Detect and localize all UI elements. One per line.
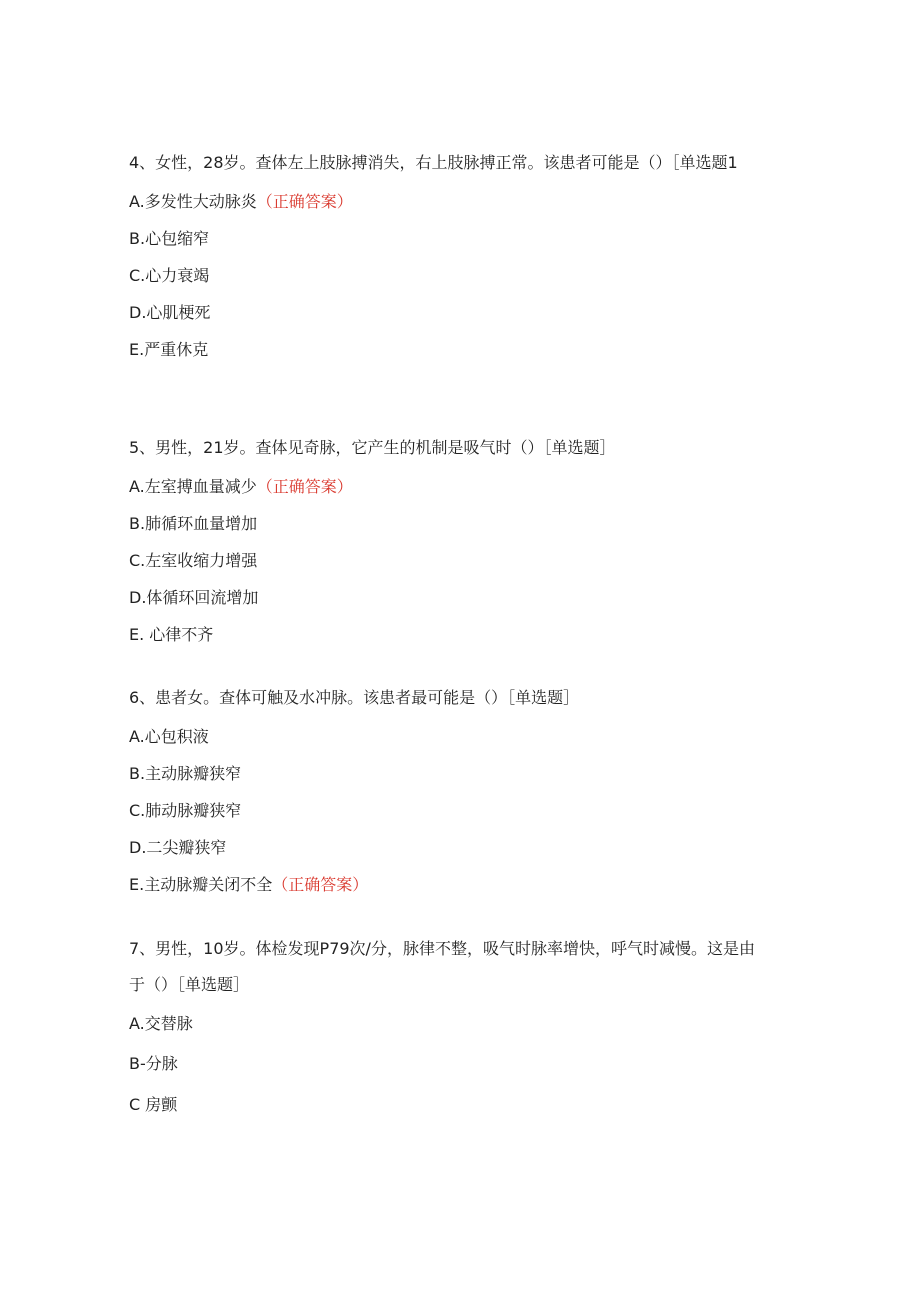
question-5	[129, 430, 769, 653]
option-d	[129, 829, 769, 866]
option-text: D.体循环回流增加	[129, 588, 259, 607]
option-a	[129, 183, 769, 220]
option-d	[129, 294, 769, 331]
option-text: C.心力衰竭	[129, 266, 210, 285]
correct-answer-mark: （正确答案）	[256, 192, 353, 211]
option-e	[129, 866, 769, 903]
option-text: A.左室搏血量减少	[129, 477, 257, 496]
option-text: E.主动脉瓣关闭不全	[129, 875, 273, 894]
option-a	[129, 718, 769, 755]
option-text: B.心包缩窄	[129, 229, 210, 248]
question-stem: 7、男性，10岁。体检发现P79次/分，脉律不整，吸气时脉率增快，呼气时减慢。这是由于（）［单选题］	[129, 939, 755, 994]
option-text: C.肺动脉瓣狭窄	[129, 801, 242, 820]
option-text: A.心包积液	[129, 727, 209, 746]
question-6	[129, 680, 769, 903]
option-c	[129, 1086, 769, 1123]
option-text: B.肺循环血量增加	[129, 514, 258, 533]
option-b	[129, 755, 769, 792]
option-text: E.严重休克	[129, 340, 209, 359]
option-text: D.二尖瓣狭窄	[129, 838, 227, 857]
option-text: B-分脉	[129, 1054, 178, 1073]
option-b	[129, 505, 769, 542]
correct-answer-mark: （正确答案）	[256, 477, 353, 496]
option-e	[129, 331, 769, 368]
question-stem: 4、女性，28岁。查体左上肢脉搏消失，右上肢脉搏正常。该患者可能是（）［单选题1	[129, 153, 738, 172]
option-a	[129, 1005, 769, 1042]
option-c	[129, 257, 769, 294]
option-text: E. 心律不齐	[129, 625, 214, 644]
correct-answer-mark: （正确答案）	[272, 875, 369, 894]
option-text: C.左室收缩力增强	[129, 551, 258, 570]
option-text: C 房颤	[129, 1095, 178, 1114]
option-b	[129, 220, 769, 257]
question-stem: 5、男性，21岁。查体见奇脉，它产生的机制是吸气时（）［单选题］	[129, 438, 616, 457]
option-text: B.主动脉瓣狭窄	[129, 764, 242, 783]
option-c	[129, 542, 769, 579]
option-b	[129, 1042, 769, 1086]
option-a	[129, 468, 769, 505]
option-text: A.多发性大动脉炎	[129, 192, 257, 211]
option-e	[129, 616, 769, 653]
question-7	[129, 931, 769, 1123]
option-text: D.心肌梗死	[129, 303, 211, 322]
option-c	[129, 792, 769, 829]
option-text: A.交替脉	[129, 1014, 193, 1033]
option-d	[129, 579, 769, 616]
question-stem: 6、患者女。查体可触及水冲脉。该患者最可能是（）［单选题］	[129, 688, 580, 707]
question-4	[129, 145, 769, 368]
